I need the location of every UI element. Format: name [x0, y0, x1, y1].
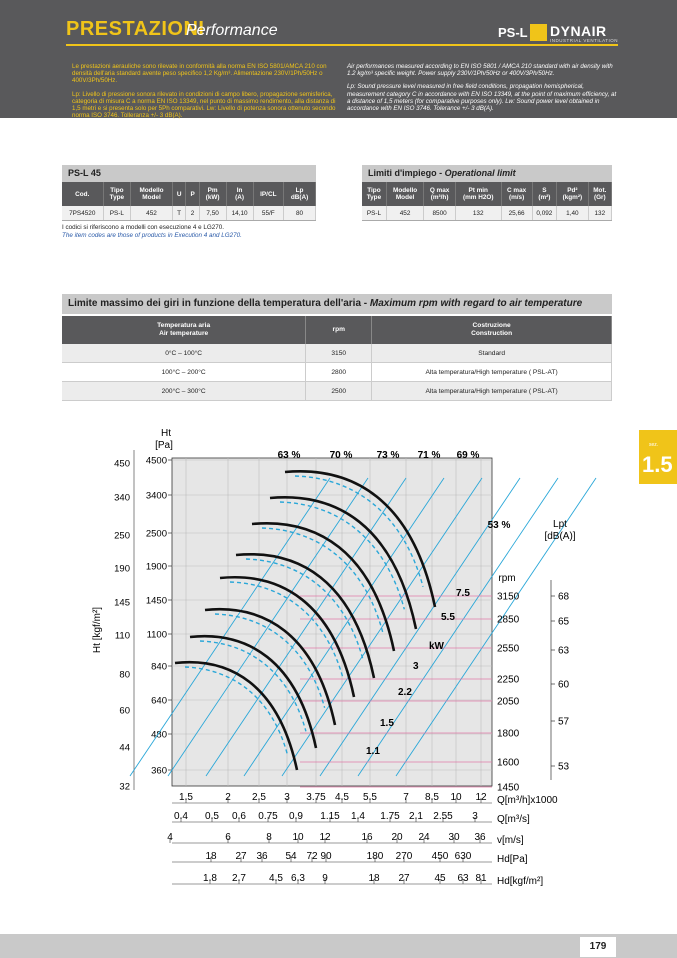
- efficiency-label: 63 %: [277, 450, 301, 461]
- x-axis-tick-label: 12: [319, 832, 331, 843]
- model-table-header: Cod.: [62, 182, 103, 206]
- efficiency-label: 73 %: [376, 450, 400, 461]
- model-table-header: Modello Model: [131, 182, 173, 206]
- rpm-limit-table: [62, 316, 612, 401]
- y-kgf-tick-label: 145: [114, 597, 130, 609]
- power-label: 5.5: [441, 612, 455, 623]
- x-axis-tick-label: 27: [235, 851, 247, 862]
- limits-table-cell: 132: [588, 206, 611, 221]
- x-axis-tick-label: 36: [256, 851, 268, 862]
- x-axis-tick-label: 1.4: [351, 811, 365, 822]
- limits-table-block: [362, 165, 612, 221]
- limits-table: [362, 182, 612, 221]
- power-label: 1.1: [366, 746, 380, 757]
- rpm-limit-table-cell: 0°C – 100°C: [62, 344, 306, 363]
- limits-table-row: [362, 206, 612, 221]
- page-title: PRESTAZIONI: [66, 18, 205, 40]
- model-table-cell: 2: [186, 206, 199, 221]
- header-divider: [66, 44, 618, 46]
- x-axis-tick-label: 18: [205, 851, 217, 862]
- x-axis-tick-label: 1.15: [320, 811, 340, 822]
- x-axis-tick-label: 24: [418, 832, 430, 843]
- limits-table-cell: 25,66: [501, 206, 532, 221]
- model-table-header: Pm (kW): [199, 182, 226, 206]
- rpm-title: rpm: [498, 573, 516, 584]
- intro-en-p1: Air performances measured according to EN ISO 5801 / AMCA 210 standard with air density with 1.2 kg/m³ specific weight. Power supply 230V/1Ph/50Hz or 400V/3Ph/50Hz.: [347, 63, 613, 78]
- lpt-value: 65: [558, 616, 570, 628]
- x-axis-tick-label: 180: [366, 851, 384, 862]
- rpm-value: 1800: [497, 728, 520, 740]
- y-pa-tick-label: 1900: [145, 561, 167, 573]
- efficiency-label: 69 %: [456, 450, 480, 461]
- model-table-cell: 55/F: [253, 206, 283, 221]
- lpt-title: Lpt: [553, 519, 567, 530]
- limits-table-cell: 452: [386, 206, 423, 221]
- x-axis-tick-label: 0.6: [232, 811, 246, 822]
- model-table-cell: T: [172, 206, 186, 221]
- x-axis-tick-label: 72: [306, 851, 318, 862]
- model-table-block: [62, 165, 316, 240]
- note-it: I codici si riferiscono a modelli con esecuzione 4 e LG270.: [62, 224, 225, 231]
- model-table-cell: 14,10: [226, 206, 253, 221]
- model-table-title: PS-L 45: [62, 165, 316, 182]
- y-kgf-tick-label: 32: [119, 781, 130, 793]
- x-axis-tick-label: 18: [368, 873, 380, 884]
- x-axis-tick-label: 8.5: [425, 792, 439, 803]
- model-table-header: In (A): [226, 182, 253, 206]
- x-axis-tick-label: 3.75: [306, 792, 326, 803]
- x-axis-tick-label: 1.5: [179, 792, 193, 803]
- limits-table-header: Q max (m³/h): [424, 182, 456, 206]
- y-kgf-tick-label: 450: [114, 458, 130, 470]
- y-pa-tick-label: 1100: [146, 629, 167, 641]
- y-kgf-tick-label: 80: [119, 669, 130, 681]
- rpm-limit-table-row: [62, 344, 612, 363]
- x-axis-tick-label: 36: [474, 832, 486, 843]
- y-axis-title-top: Ht: [161, 428, 171, 439]
- logo-mark-icon: [530, 24, 547, 41]
- x-axis-tick-label: 2.1: [409, 811, 423, 822]
- x-axis-tick-label: 16: [361, 832, 373, 843]
- page-subtitle: Performance: [186, 22, 278, 39]
- limits-table-header: Modello Model: [386, 182, 423, 206]
- note-en: The item codes are those of products in Execution 4 and LG270.: [62, 232, 242, 239]
- model-table: [62, 182, 316, 221]
- rpm-limit-table-header: rpm: [306, 316, 372, 344]
- limits-table-header: C max (m/s): [501, 182, 532, 206]
- x-axis-tick-label: 3: [472, 811, 478, 822]
- lpt-title-unit: [dB(A)]: [544, 531, 576, 542]
- limits-table-header: S (m²): [532, 182, 556, 206]
- x-axis-tick-label: 5.5: [363, 792, 377, 803]
- lpt-value: 53: [558, 761, 570, 773]
- page-footer: [0, 934, 677, 958]
- brand-logo: [530, 24, 618, 42]
- page-number: 179: [580, 937, 616, 957]
- x-axis-tick-label: 10: [450, 792, 462, 803]
- x-axis-tick-label: 27: [398, 873, 410, 884]
- x-axis-tick-label: 0.5: [205, 811, 219, 822]
- model-table-cell: 7,50: [199, 206, 226, 221]
- rpm-limit-table-cell: Alta temperatura/High temperature ( PSL-AT): [372, 382, 612, 401]
- rpm-value: 2850: [497, 614, 520, 626]
- x-axis-tick-label: 450: [431, 851, 449, 862]
- y-kgf-tick-label: 190: [114, 563, 130, 575]
- x-axis-tick-label: 0.4: [174, 811, 188, 822]
- y-kgf-tick-label: 250: [114, 530, 130, 542]
- y-pa-tick-label: 360: [151, 765, 167, 777]
- rpm-limit-table-cell: 100°C – 200°C: [62, 363, 306, 382]
- intro-it: [72, 63, 340, 125]
- intro-it-p2: Lp: Livello di pressione sonora rilevato in condizioni di campo libero, propagazione semisferica, categoria di misura C a norma EN ISO 13349, nel punto di massimo rendimento, alla distanza di 1,5 metri e si presenta solo per 5Ph comparativi. Lw: Livello di potenza sonora ottenuto secondo norma ISO 3746. Tolleranza +/- 3 dB(A).: [72, 90, 336, 120]
- limits-table-cell: 0,092: [532, 206, 556, 221]
- x-axis-tick-label: 2.7: [232, 873, 246, 884]
- lpt-value: 57: [558, 716, 570, 728]
- x-axis-tick-label: 4: [167, 832, 173, 843]
- y-kgf-tick-label: 44: [119, 742, 130, 754]
- rpm-limit-table-cell: 3150: [306, 344, 372, 363]
- efficiency-label: 71 %: [417, 450, 441, 461]
- power-label: 2.2: [398, 687, 412, 698]
- limits-table-cell: PS-L: [362, 206, 386, 221]
- model-table-header: U: [172, 182, 186, 206]
- rpm-limit-table-cell: 2800: [306, 363, 372, 382]
- lpt-value: 60: [558, 679, 570, 691]
- x-axis-tick-label: 20: [391, 832, 403, 843]
- lpt-value: 68: [558, 591, 570, 603]
- rpm-value: 1600: [497, 757, 520, 769]
- model-table-header: Tipo Type: [103, 182, 131, 206]
- limits-table-header: Tipo Type: [362, 182, 386, 206]
- rpm-limit-table-cell: 2500: [306, 382, 372, 401]
- limits-table-header: Mot. (Gr): [588, 182, 611, 206]
- x-axis-tick-label: 7: [403, 792, 409, 803]
- limits-table-cell: 132: [455, 206, 501, 221]
- x-axis-tick-label: 0.75: [258, 811, 278, 822]
- x-axis-tick-label: 45: [434, 873, 446, 884]
- x-axis-tick-label: 90: [320, 851, 332, 862]
- model-table-header: P: [186, 182, 199, 206]
- model-table-cell: PS-L: [103, 206, 131, 221]
- y-pa-tick-label: 640: [151, 695, 167, 707]
- power-label: 3: [413, 661, 419, 672]
- model-code: PS-L: [498, 25, 528, 40]
- y-axis-title-unit: [Pa]: [155, 440, 173, 451]
- y-kgf-tick-label: 110: [114, 630, 130, 642]
- limits-table-header: Pt min (mm H2O): [455, 182, 501, 206]
- model-table-cell: 452: [131, 206, 173, 221]
- x-axis-unit: Q[m³/h]x1000: [497, 795, 558, 806]
- power-label: 1.5: [380, 718, 394, 729]
- x-axis-unit: Q[m³/s]: [497, 814, 530, 825]
- rpm-value: 2250: [497, 674, 520, 686]
- y-kgf-tick-label: 340: [114, 492, 130, 504]
- rpm-value: 1450: [497, 782, 520, 794]
- y-pa-tick-label: 480: [151, 729, 167, 741]
- y-pa-tick-label: 1450: [145, 595, 167, 607]
- x-axis-tick-label: 4.5: [335, 792, 349, 803]
- rpm-value: 3150: [497, 591, 520, 603]
- x-axis-tick-label: 10: [292, 832, 304, 843]
- section-number: 1.5: [642, 452, 673, 477]
- x-axis-unit: v[m/s]: [497, 835, 524, 846]
- limits-table-header: Pd² (kgm²): [557, 182, 589, 206]
- x-axis-tick-label: 6: [225, 832, 231, 843]
- rpm-limit-table-cell: 200°C – 300°C: [62, 382, 306, 401]
- rpm-limit-title: Limite massimo dei giri in funzione della temperatura dell'aria - Maximum rpm with regard to air temperature: [62, 294, 612, 314]
- x-axis-tick-label: 12: [475, 792, 487, 803]
- x-axis-tick-label: 63: [457, 873, 469, 884]
- model-table-row: [62, 206, 316, 221]
- rpm-value: 2050: [497, 696, 520, 708]
- section-tab: [639, 430, 677, 484]
- efficiency-label: 53 %: [487, 520, 511, 531]
- y-kgf-tick-label: 60: [119, 705, 130, 717]
- x-axis-tick-label: 2.55: [433, 811, 453, 822]
- brand-tagline: INDUSTRIAL VENTILATION: [550, 38, 619, 43]
- efficiency-label: 70 %: [329, 450, 353, 461]
- limits-table-title: Limiti d'impiego - Operational limit: [362, 165, 612, 182]
- power-label: 7.5: [456, 588, 470, 599]
- x-axis-tick-label: 2.5: [252, 792, 266, 803]
- x-axis-tick-label: 6.3: [291, 873, 305, 884]
- rpm-limit-table-row: [62, 382, 612, 401]
- intro-it-p1: Le prestazioni aerauliche sono rilevate in conformità alla norma EN ISO 5801/AMCA 210 con densità dell'aria standard avente peso specifico 1,2 Kg/m³. Alimentazione 230V/1Ph/50Hz o 400V/3Ph/50Hz.: [72, 63, 327, 85]
- rpm-limit-table-header: Temperatura aria Air temperature: [62, 316, 306, 344]
- model-table-header: IP/CL: [253, 182, 283, 206]
- y-pa-tick-label: 840: [151, 661, 167, 673]
- intro-en-p2: Lp: Sound pressure level measured in free field conditions, propagation hemispherical, measurement category C in accordance with EN ISO 13349, at the point of maximum efficiency, at a distance of 1,5 meters (for comparative purposes only). Lw: Sound power level obtained in accordance with EN ISO 3746. Tolerance +/- 3 dB(A).: [347, 83, 617, 113]
- y-pa-tick-label: 2500: [145, 528, 167, 540]
- x-axis-tick-label: 54: [285, 851, 297, 862]
- rpm-limit-table-header: Costruzione Construction: [372, 316, 612, 344]
- x-axis-unit: Hd[kgf/m²]: [497, 876, 544, 887]
- rpm-limit-table-cell: Standard: [372, 344, 612, 363]
- limits-table-cell: 1,40: [557, 206, 589, 221]
- model-table-header: Lp dB(A): [284, 182, 316, 206]
- performance-chart: [0, 420, 677, 900]
- x-axis-tick-label: 1.75: [380, 811, 400, 822]
- y-pa-tick-label: 3400: [145, 490, 167, 502]
- x-axis-tick-label: 81: [475, 873, 487, 884]
- rpm-limit-table-cell: Alta temperatura/High temperature ( PSL-AT): [372, 363, 612, 382]
- intro-en: [347, 63, 617, 118]
- y-axis-title-side: Ht [kgf/m²]: [92, 606, 103, 654]
- x-axis-tick-label: 3: [284, 792, 290, 803]
- power-title: kW: [429, 641, 444, 652]
- brand-name: DYNAIR: [550, 23, 607, 39]
- model-table-cell: 7PS4520: [62, 206, 103, 221]
- x-axis-tick-label: 630: [454, 851, 472, 862]
- x-axis-unit: Hd[Pa]: [497, 854, 528, 865]
- section-label: sez.: [649, 442, 659, 448]
- rpm-limit-table-row: [62, 363, 612, 382]
- model-table-cell: 80: [284, 206, 316, 221]
- lpt-value: 63: [558, 645, 570, 657]
- x-axis-tick-label: 1.8: [203, 873, 217, 884]
- x-axis-tick-label: 0.9: [289, 811, 303, 822]
- x-axis-tick-label: 4.5: [269, 873, 283, 884]
- x-axis-tick-label: 30: [448, 832, 460, 843]
- x-axis-tick-label: 8: [266, 832, 272, 843]
- x-axis-tick-label: 2: [225, 792, 231, 803]
- rpm-value: 2550: [497, 643, 520, 655]
- x-axis-tick-label: 9: [322, 873, 328, 884]
- y-pa-tick-label: 4500: [145, 455, 167, 467]
- x-axis-tick-label: 270: [395, 851, 413, 862]
- limits-table-cell: 8500: [424, 206, 456, 221]
